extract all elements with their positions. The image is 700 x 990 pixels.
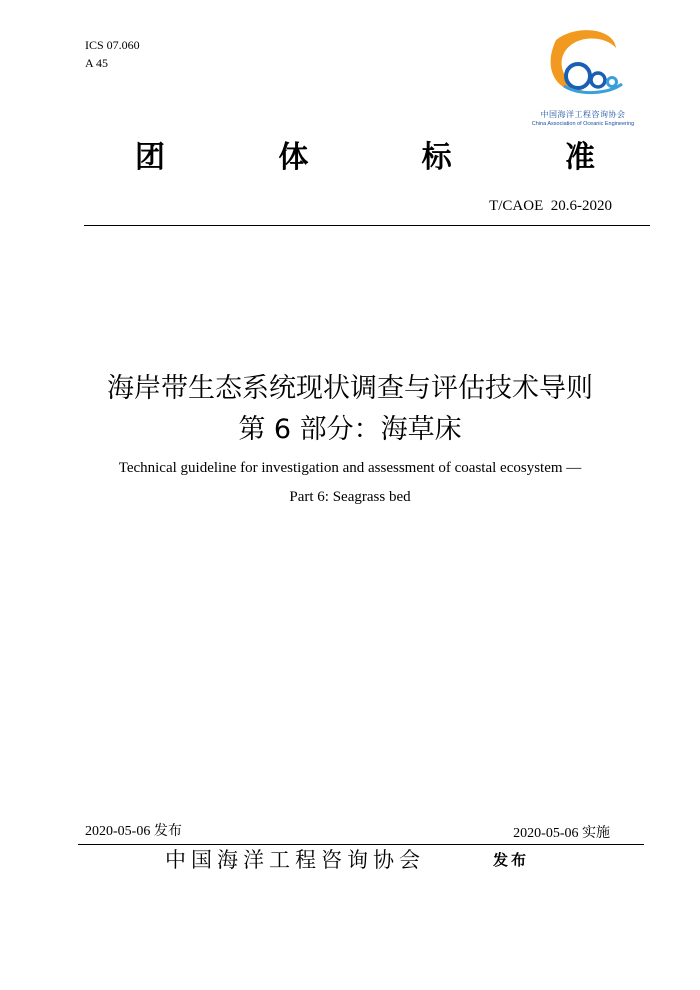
implementation-date: 2020-05-06 实施 <box>513 826 610 841</box>
association-logo <box>528 26 638 134</box>
standard-type-char: 准 <box>564 140 595 175</box>
standard-type-char: 标 <box>421 140 452 175</box>
standard-code: T/CAOE 20.6-2020 <box>489 198 612 214</box>
standard-type-char: 体 <box>278 140 309 175</box>
standard-type-heading <box>120 138 610 178</box>
title-en-main: Technical guideline for investigation and assessment of coastal ecosystem — <box>118 460 582 476</box>
ics-code: ICS 07.060 <box>85 38 140 52</box>
logo-name-cn: 中国海洋工程咨询协会 <box>540 110 626 119</box>
issue-date: 2020-05-06 发布 <box>85 824 182 839</box>
logo-emblem-icon <box>528 26 638 110</box>
classification-block <box>85 36 140 72</box>
ccs-code: A 45 <box>85 56 109 70</box>
title-cn-part: 第 6 部分：海草床 <box>238 414 462 445</box>
header-divider <box>84 225 650 226</box>
publish-label: 发布 <box>493 851 530 869</box>
title-cn-main: 海岸带生态系统现状调查与评估技术导则 <box>107 373 593 404</box>
logo-ring-large <box>566 64 590 88</box>
logo-ring-medium <box>591 73 605 87</box>
title-en-part: Part 6: Seagrass bed <box>289 489 411 505</box>
logo-ring-small <box>608 78 617 87</box>
publisher-name: 中国海洋工程咨询协会 <box>165 848 425 872</box>
standard-type-char: 团 <box>135 140 165 175</box>
logo-name-en: China Association of Oceanic Engineering <box>531 121 635 127</box>
